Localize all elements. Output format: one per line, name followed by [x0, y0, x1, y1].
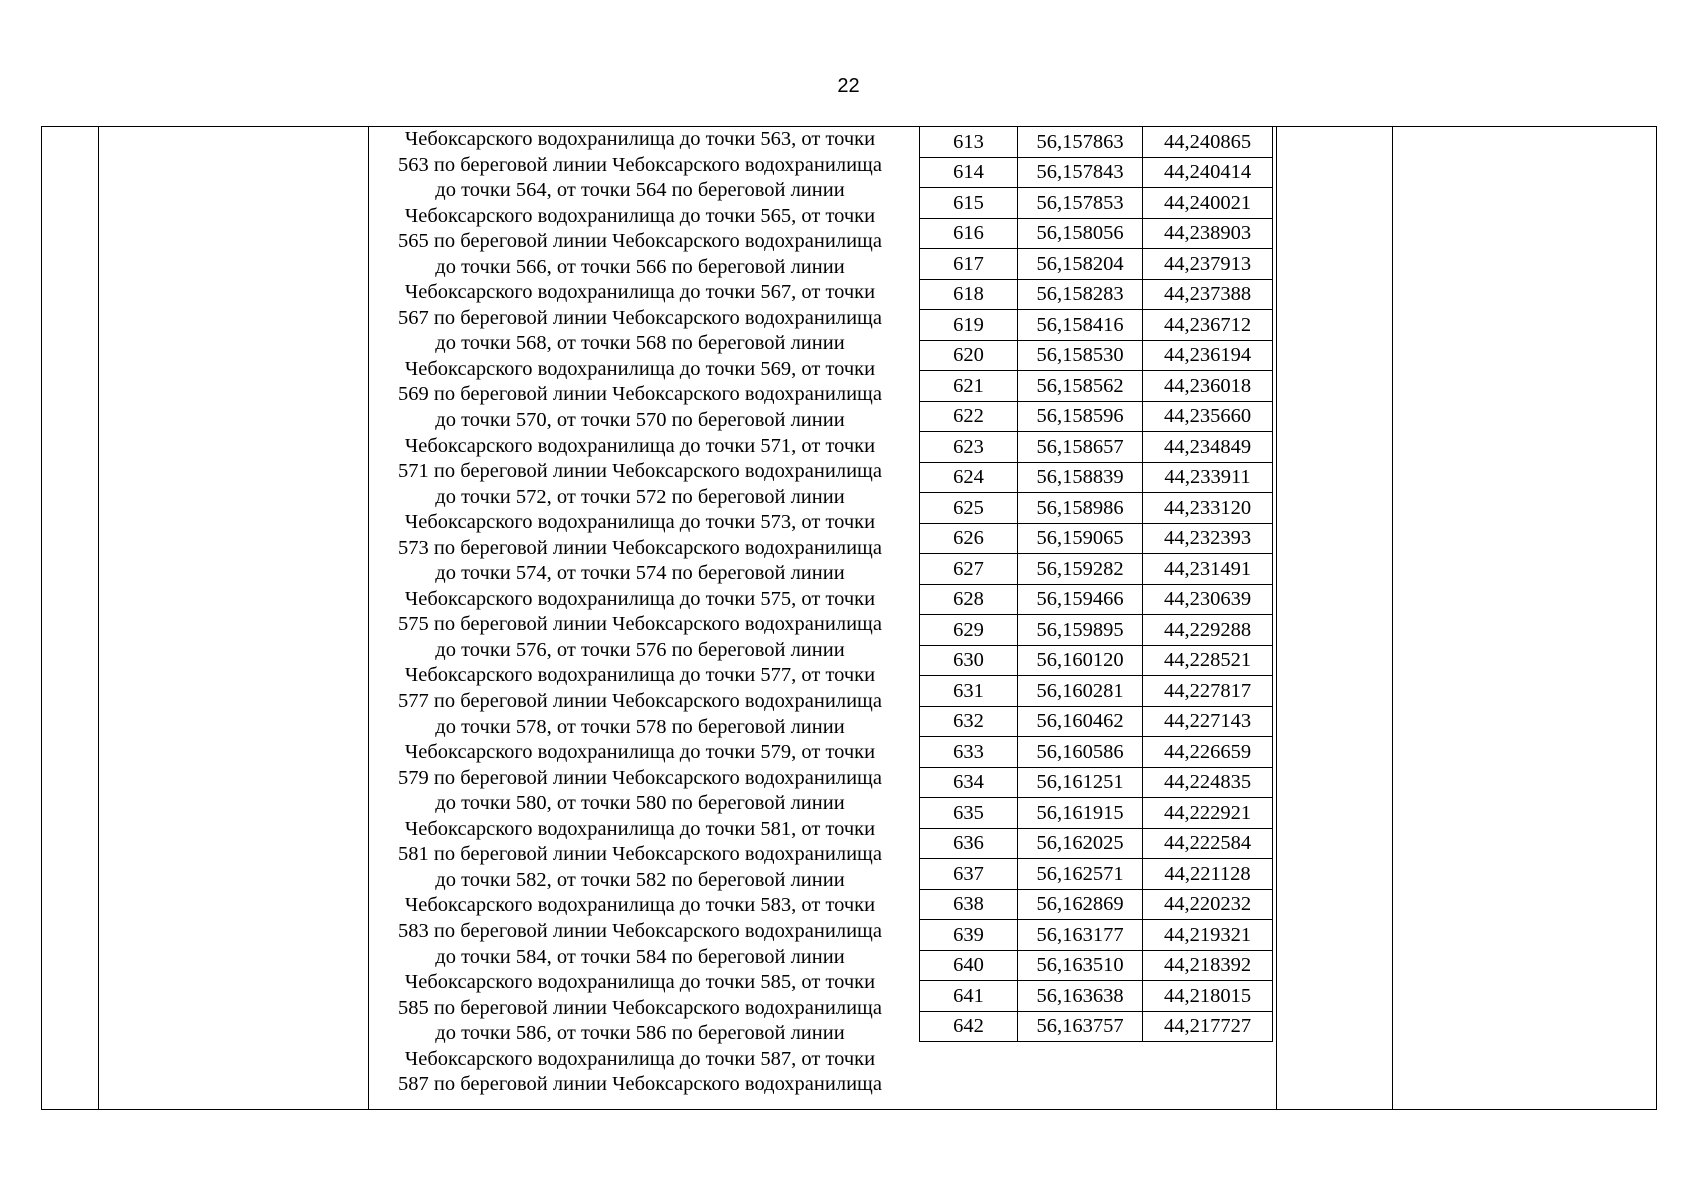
latitude-cell: 56,158204 — [1018, 249, 1143, 280]
coordinate-row — [920, 798, 1273, 829]
point-number-cell: 622 — [920, 401, 1018, 432]
latitude-cell: 56,162571 — [1018, 859, 1143, 890]
point-number-cell: 642 — [920, 1011, 1018, 1042]
description-line: до точки 570, от точки 570 по береговой линии — [435, 409, 845, 432]
coordinate-row — [920, 218, 1273, 249]
coordinate-row — [920, 889, 1273, 920]
longitude-cell: 44,236712 — [1143, 310, 1273, 341]
point-number-cell: 637 — [920, 859, 1018, 890]
latitude-cell: 56,160462 — [1018, 706, 1143, 737]
latitude-cell: 56,157843 — [1018, 157, 1143, 188]
latitude-cell: 56,157863 — [1018, 127, 1143, 158]
coordinate-row — [920, 859, 1273, 890]
description-line: Чебоксарского водохранилища до точки 569, от точки — [404, 357, 876, 380]
point-number-cell: 618 — [920, 279, 1018, 310]
latitude-cell: 56,160281 — [1018, 676, 1143, 707]
description-line: 569 по береговой линии Чебоксарского водохранилища — [398, 383, 882, 406]
latitude-cell: 56,159282 — [1018, 554, 1143, 585]
longitude-cell: 44,237388 — [1143, 279, 1273, 310]
point-number-cell: 638 — [920, 889, 1018, 920]
point-number-cell: 614 — [920, 157, 1018, 188]
coordinates-table — [919, 126, 1273, 1042]
description-line: 565 по береговой линии Чебоксарского водохранилища — [398, 230, 882, 253]
latitude-cell: 56,158416 — [1018, 310, 1143, 341]
column-divider — [368, 127, 369, 1109]
description-line: до точки 574, от точки 574 по береговой линии — [435, 562, 845, 585]
longitude-cell: 44,234849 — [1143, 432, 1273, 463]
coordinate-row — [920, 706, 1273, 737]
coordinate-row — [920, 981, 1273, 1012]
latitude-cell: 56,158596 — [1018, 401, 1143, 432]
point-number-cell: 619 — [920, 310, 1018, 341]
description-line: до точки 584, от точки 584 по береговой линии — [435, 945, 845, 968]
description-line: Чебоксарского водохранилища до точки 585, от точки — [404, 971, 876, 994]
point-number-cell: 616 — [920, 218, 1018, 249]
description-line: 587 по береговой линии Чебоксарского водохранилища — [398, 1073, 882, 1096]
latitude-cell: 56,158986 — [1018, 493, 1143, 524]
point-number-cell: 617 — [920, 249, 1018, 280]
description-line: до точки 578, от точки 578 по береговой линии — [435, 715, 845, 738]
latitude-cell: 56,163177 — [1018, 920, 1143, 951]
point-number-cell: 632 — [920, 706, 1018, 737]
latitude-cell: 56,158839 — [1018, 462, 1143, 493]
longitude-cell: 44,222584 — [1143, 828, 1273, 859]
description-line: Чебоксарского водохранилища до точки 563, от точки — [404, 128, 876, 150]
point-number-cell: 615 — [920, 188, 1018, 219]
point-number-cell: 640 — [920, 950, 1018, 981]
longitude-cell: 44,218015 — [1143, 981, 1273, 1012]
longitude-cell: 44,236018 — [1143, 371, 1273, 402]
description-line: Чебоксарского водохранилища до точки 581, от точки — [404, 817, 876, 840]
latitude-cell: 56,158530 — [1018, 340, 1143, 371]
column-divider — [1276, 127, 1277, 1109]
latitude-cell: 56,160586 — [1018, 737, 1143, 768]
column-divider — [98, 127, 99, 1109]
latitude-cell: 56,158657 — [1018, 432, 1143, 463]
description-line: до точки 566, от точки 566 по береговой линии — [435, 255, 845, 278]
point-number-cell: 629 — [920, 615, 1018, 646]
latitude-cell: 56,157853 — [1018, 188, 1143, 219]
coordinate-row — [920, 432, 1273, 463]
description-line: 563 по береговой линии Чебоксарского водохранилища — [398, 153, 882, 176]
longitude-cell: 44,233911 — [1143, 462, 1273, 493]
point-number-cell: 631 — [920, 676, 1018, 707]
point-number-cell: 628 — [920, 584, 1018, 615]
coordinate-row — [920, 188, 1273, 219]
description-line: 583 по береговой линии Чебоксарского водохранилища — [398, 919, 882, 942]
longitude-cell: 44,236194 — [1143, 340, 1273, 371]
description-line: Чебоксарского водохранилища до точки 587, от точки — [404, 1047, 876, 1070]
latitude-cell: 56,158056 — [1018, 218, 1143, 249]
coordinate-row — [920, 676, 1273, 707]
longitude-cell: 44,217727 — [1143, 1011, 1273, 1042]
longitude-cell: 44,240414 — [1143, 157, 1273, 188]
description-line: Чебоксарского водохранилища до точки 583, от точки — [404, 894, 876, 917]
point-number-cell: 621 — [920, 371, 1018, 402]
coordinate-row — [920, 279, 1273, 310]
coordinate-row — [920, 828, 1273, 859]
point-number-cell: 627 — [920, 554, 1018, 585]
page-number: 22 — [837, 75, 860, 97]
boundary-table — [41, 126, 1657, 1110]
description-line: Чебоксарского водохранилища до точки 565, от точки — [404, 204, 876, 227]
coordinate-row — [920, 767, 1273, 798]
longitude-cell: 44,237913 — [1143, 249, 1273, 280]
longitude-cell: 44,224835 — [1143, 767, 1273, 798]
latitude-cell: 56,159466 — [1018, 584, 1143, 615]
longitude-cell: 44,220232 — [1143, 889, 1273, 920]
description-line: Чебоксарского водохранилища до точки 577, от точки — [404, 664, 876, 687]
description-line: 579 по береговой линии Чебоксарского водохранилища — [398, 766, 882, 789]
longitude-cell: 44,233120 — [1143, 493, 1273, 524]
latitude-cell: 56,159895 — [1018, 615, 1143, 646]
point-number-cell: 633 — [920, 737, 1018, 768]
coordinate-row — [920, 310, 1273, 341]
coordinate-row — [920, 615, 1273, 646]
latitude-cell: 56,163757 — [1018, 1011, 1143, 1042]
description-line: до точки 572, от точки 572 по береговой линии — [435, 485, 845, 508]
point-number-cell: 613 — [920, 127, 1018, 158]
coordinate-row — [920, 340, 1273, 371]
point-number-cell: 635 — [920, 798, 1018, 829]
coordinate-row — [920, 249, 1273, 280]
point-number-cell: 639 — [920, 920, 1018, 951]
coordinate-row — [920, 950, 1273, 981]
description-line: 581 по береговой линии Чебоксарского водохранилища — [398, 843, 882, 866]
longitude-cell: 44,228521 — [1143, 645, 1273, 676]
description-line: 567 по береговой линии Чебоксарского водохранилища — [398, 306, 882, 329]
column-divider — [1392, 127, 1393, 1109]
description-line: 573 по береговой линии Чебоксарского водохранилища — [398, 536, 882, 559]
description-line: до точки 564, от точки 564 по береговой линии — [435, 179, 845, 202]
longitude-cell: 44,226659 — [1143, 737, 1273, 768]
longitude-cell: 44,227817 — [1143, 676, 1273, 707]
description-line: Чебоксарского водохранилища до точки 575, от точки — [404, 587, 876, 610]
description-line: до точки 568, от точки 568 по береговой линии — [435, 332, 845, 355]
coordinate-row — [920, 493, 1273, 524]
description-line: 575 по береговой линии Чебоксарского водохранилища — [398, 613, 882, 636]
longitude-cell: 44,229288 — [1143, 615, 1273, 646]
coordinate-row — [920, 371, 1273, 402]
latitude-cell: 56,159065 — [1018, 523, 1143, 554]
latitude-cell: 56,160120 — [1018, 645, 1143, 676]
coordinate-row — [920, 523, 1273, 554]
description-line: 585 по береговой линии Чебоксарского водохранилища — [398, 996, 882, 1019]
latitude-cell: 56,158562 — [1018, 371, 1143, 402]
longitude-cell: 44,218392 — [1143, 950, 1273, 981]
longitude-cell: 44,238903 — [1143, 218, 1273, 249]
description-line: Чебоксарского водохранилища до точки 579, от точки — [404, 741, 876, 764]
description-line: 571 по береговой линии Чебоксарского водохранилища — [398, 460, 882, 483]
point-number-cell: 636 — [920, 828, 1018, 859]
latitude-cell: 56,161915 — [1018, 798, 1143, 829]
point-number-cell: 630 — [920, 645, 1018, 676]
coordinate-row — [920, 1011, 1273, 1042]
coordinate-row — [920, 584, 1273, 615]
longitude-cell: 44,227143 — [1143, 706, 1273, 737]
point-number-cell: 641 — [920, 981, 1018, 1012]
longitude-cell: 44,235660 — [1143, 401, 1273, 432]
longitude-cell: 44,232393 — [1143, 523, 1273, 554]
point-number-cell: 623 — [920, 432, 1018, 463]
coordinate-row — [920, 401, 1273, 432]
longitude-cell: 44,219321 — [1143, 920, 1273, 951]
latitude-cell: 56,158283 — [1018, 279, 1143, 310]
point-number-cell: 634 — [920, 767, 1018, 798]
latitude-cell: 56,162025 — [1018, 828, 1143, 859]
point-number-cell: 625 — [920, 493, 1018, 524]
point-number-cell: 620 — [920, 340, 1018, 371]
latitude-cell: 56,161251 — [1018, 767, 1143, 798]
description-line: до точки 580, от точки 580 по береговой линии — [435, 792, 845, 815]
coordinate-row — [920, 920, 1273, 951]
coordinate-row — [920, 462, 1273, 493]
longitude-cell: 44,231491 — [1143, 554, 1273, 585]
latitude-cell: 56,163638 — [1018, 981, 1143, 1012]
description-line: до точки 586, от точки 586 по береговой линии — [435, 1022, 845, 1045]
latitude-cell: 56,163510 — [1018, 950, 1143, 981]
description-line: Чебоксарского водохранилища до точки 573, от точки — [404, 511, 876, 534]
longitude-cell: 44,240021 — [1143, 188, 1273, 219]
point-number-cell: 626 — [920, 523, 1018, 554]
longitude-cell: 44,230639 — [1143, 584, 1273, 615]
coordinate-row — [920, 737, 1273, 768]
longitude-cell: 44,240865 — [1143, 127, 1273, 158]
point-number-cell: 624 — [920, 462, 1018, 493]
latitude-cell: 56,162869 — [1018, 889, 1143, 920]
description-line: Чебоксарского водохранилища до точки 571, от точки — [404, 434, 876, 457]
description-line: 577 по береговой линии Чебоксарского водохранилища — [398, 690, 882, 713]
coordinate-row — [920, 127, 1273, 158]
coordinate-row — [920, 157, 1273, 188]
description-line: Чебоксарского водохранилища до точки 567, от точки — [404, 281, 876, 304]
longitude-cell: 44,221128 — [1143, 859, 1273, 890]
description-line: до точки 582, от точки 582 по береговой линии — [435, 868, 845, 891]
coordinate-row — [920, 554, 1273, 585]
longitude-cell: 44,222921 — [1143, 798, 1273, 829]
boundary-description-cell — [370, 127, 910, 1098]
coordinate-row — [920, 645, 1273, 676]
description-line: до точки 576, от точки 576 по береговой линии — [435, 638, 845, 661]
